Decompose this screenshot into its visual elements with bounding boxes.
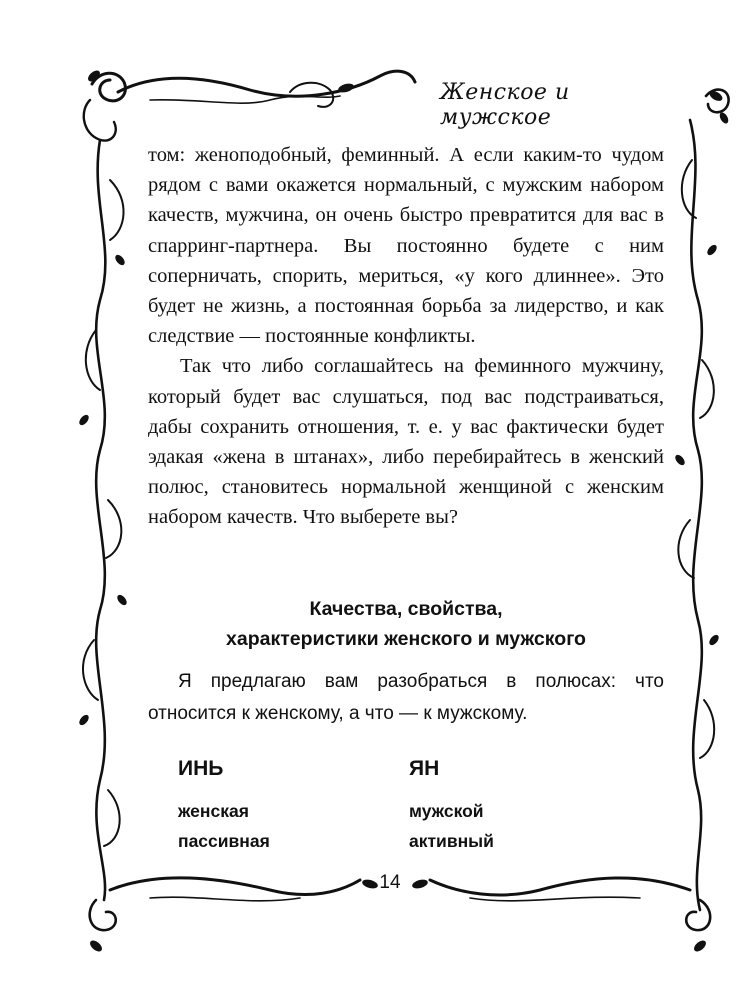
section-intro [148, 666, 664, 730]
yang-item: мужской [409, 801, 484, 821]
section-heading-line: характеристики женского и мужского [226, 628, 586, 650]
paragraph: Так что либо соглашайтесь на феминного мужчину, который будет вас слушаться, под вас подстраиваться, дабы сохранить отношения, т. е. у вас фактически будет эдакая «жена в штанах», либо перебирайтесь в женский полюс, становитесь нормальной женщиной с женским набором качеств. Что выберете вы? [148, 355, 664, 529]
paragraph: том: женоподобный, феминный. А если каким-то чудом рядом с вами окажется нормальный, с мужским набором качеств, мужчина, он очень быстро превратится для вас в спарринг-партнера. Вы постоянно будете с ним соперничать, спорить, мериться, «у кого длиннее». Это будет не жизнь, а постоянная борьба за лидерство, и как следствие — постоянные конфликты. [148, 144, 664, 348]
page-number: 14 [379, 872, 401, 893]
yang-column [409, 756, 494, 856]
top-flourish [118, 71, 415, 96]
left-vine [96, 140, 105, 900]
section-heading-line: Качества, свойства, [309, 598, 503, 620]
bottom-left-corner-swirl [90, 900, 116, 930]
right-vine [690, 120, 702, 910]
yin-heading: ИНЬ [178, 757, 224, 780]
yang-heading: ЯН [409, 757, 440, 780]
yin-item: пассивная [178, 831, 270, 851]
yin-column [178, 756, 270, 856]
body-text [148, 140, 664, 533]
running-head: Женское и мужское [440, 80, 570, 130]
section-heading [148, 594, 664, 654]
yin-item: женская [178, 801, 249, 821]
bottom-flourish-right [430, 878, 690, 895]
intro-paragraph: Я предлагаю вам разобраться в полюсах: что относится к женскому, а что — к мужскому. [148, 671, 664, 724]
yang-item: активный [409, 831, 494, 851]
bottom-flourish-left [110, 878, 360, 895]
